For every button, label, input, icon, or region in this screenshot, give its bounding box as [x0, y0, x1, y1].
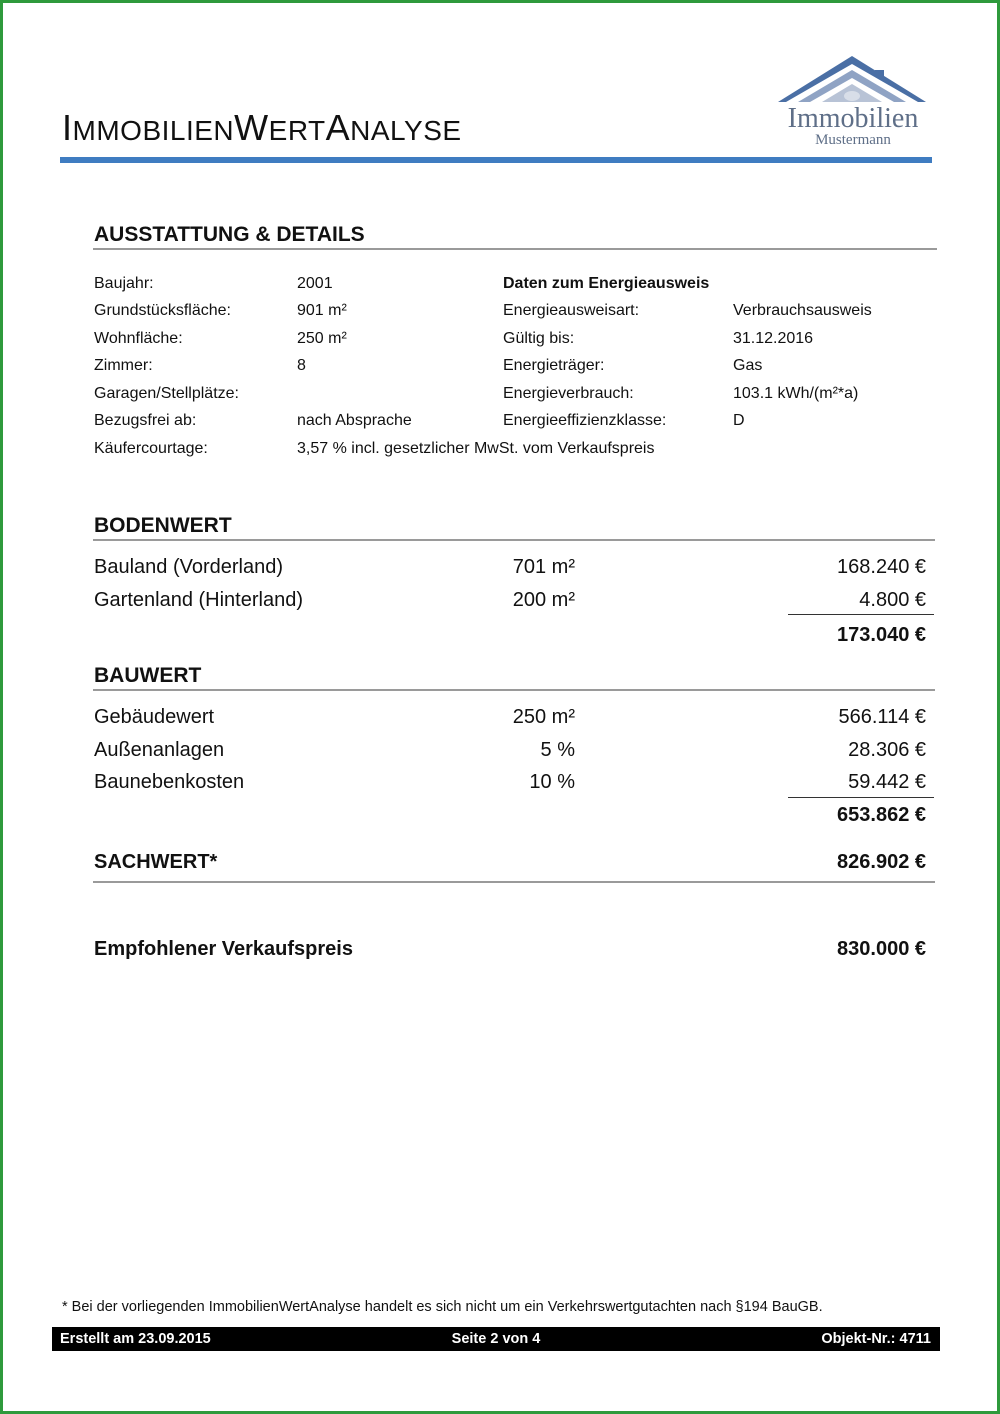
footer-bar: [52, 1327, 940, 1351]
bodenwert-row-label: Gartenland (Hinterland): [94, 589, 303, 611]
bauwert-row-label: Baunebenkosten: [94, 771, 245, 793]
detail-label: Baujahr:: [94, 275, 154, 292]
details-heading: AUSSTATTUNG & DETAILS: [94, 223, 365, 246]
document-title: [62, 108, 462, 151]
bodenwert-heading: BODENWERT: [94, 514, 232, 537]
energy-label: Gültig bis:: [503, 330, 575, 347]
detail-label: Grundstücksfläche:: [94, 302, 231, 319]
detail-value: 901 m²: [297, 302, 347, 319]
title-underline: [60, 157, 932, 163]
bauwert-row-amount: 566.114 €: [838, 706, 926, 728]
energy-value: 31.12.2016: [733, 330, 814, 347]
bodenwert-total: 173.040 €: [837, 624, 926, 646]
detail-label: Bezugsfrei ab:: [94, 412, 197, 429]
sachwert-amount: 826.902 €: [837, 851, 926, 873]
bauwert-heading: BAUWERT: [94, 664, 202, 687]
energy-value: Gas: [733, 357, 763, 374]
bauwert-row-amount: 59.442 €: [848, 771, 926, 793]
bauwert-total: 653.862 €: [837, 804, 926, 826]
title-part: NALYSE: [350, 115, 462, 146]
bodenwert-row-amount: 168.240 €: [837, 556, 926, 578]
bodenwert-row-qty: 701 m²: [512, 556, 575, 578]
bauwert-row-qty: 10 %: [529, 771, 575, 793]
energy-label: Energieausweisart:: [503, 302, 640, 319]
detail-label: Käufercourtage:: [94, 440, 208, 457]
bauwert-row-qty: 250 m²: [512, 706, 575, 728]
energy-heading: Daten zum Energieausweis: [503, 275, 710, 292]
detail-value: 2001: [297, 275, 333, 292]
bodenwert-row-amount: 4.800 €: [859, 589, 926, 611]
energy-value: 103.1 kWh/(m²*a): [733, 385, 859, 402]
sachwert-label: SACHWERT*: [94, 851, 218, 873]
bodenwert-rule: [93, 539, 935, 541]
bauwert-row-label: Gebäudewert: [94, 706, 215, 728]
bauwert-rule: [93, 689, 935, 691]
footer-page-number: Seite 2 von 4: [451, 1331, 541, 1347]
detail-value: nach Absprache: [297, 412, 412, 429]
bodenwert-sum-rule: [788, 614, 934, 615]
bodenwert-row-qty: 200 m²: [512, 589, 575, 611]
detail-label: Wohnfläche:: [94, 330, 183, 347]
energy-label: Energieeffizienzklasse:: [503, 412, 667, 429]
logo-wordmark: Immobilien: [787, 103, 919, 134]
energy-label: Energieverbrauch:: [503, 385, 634, 402]
title-part: MMOBILIEN: [72, 115, 235, 146]
footer-object-number: Objekt-Nr.: 4711: [821, 1331, 931, 1347]
bauwert-row-amount: 28.306 €: [848, 739, 926, 761]
title-part: W: [234, 107, 269, 148]
energy-value: Verbrauchsausweis: [733, 302, 872, 319]
detail-value: 3,57 % incl. gesetzlicher MwSt. vom Verkaufspreis: [297, 440, 655, 457]
logo-subline: Mustermann: [815, 132, 891, 148]
energy-label: Energieträger:: [503, 357, 605, 374]
bauwert-sum-rule: [788, 797, 934, 798]
detail-value: 250 m²: [297, 330, 347, 347]
bodenwert-row-label: Bauland (Vorderland): [94, 556, 284, 578]
recommended-price-amount: 830.000 €: [837, 938, 926, 960]
title-part: I: [62, 107, 73, 148]
detail-value: 8: [297, 357, 306, 374]
bauwert-row-qty: 5 %: [540, 739, 575, 761]
detail-label: Garagen/Stellplätze:: [94, 385, 239, 402]
title-part: A: [325, 107, 351, 148]
footnote: * Bei der vorliegenden ImmobilienWertAnalyse handelt es sich nicht um ein Verkehrswertgutachten nach §194 BauGB.: [62, 1299, 823, 1315]
sachwert-rule: [93, 881, 935, 883]
footer-created-date: Erstellt am 23.09.2015: [60, 1331, 211, 1347]
energy-value: D: [733, 412, 745, 429]
bauwert-row-label: Außenanlagen: [94, 739, 225, 761]
detail-label: Zimmer:: [94, 357, 153, 374]
title-part: ERT: [268, 115, 326, 146]
recommended-price-label: Empfohlener Verkaufspreis: [94, 938, 353, 960]
details-rule: [93, 248, 937, 250]
